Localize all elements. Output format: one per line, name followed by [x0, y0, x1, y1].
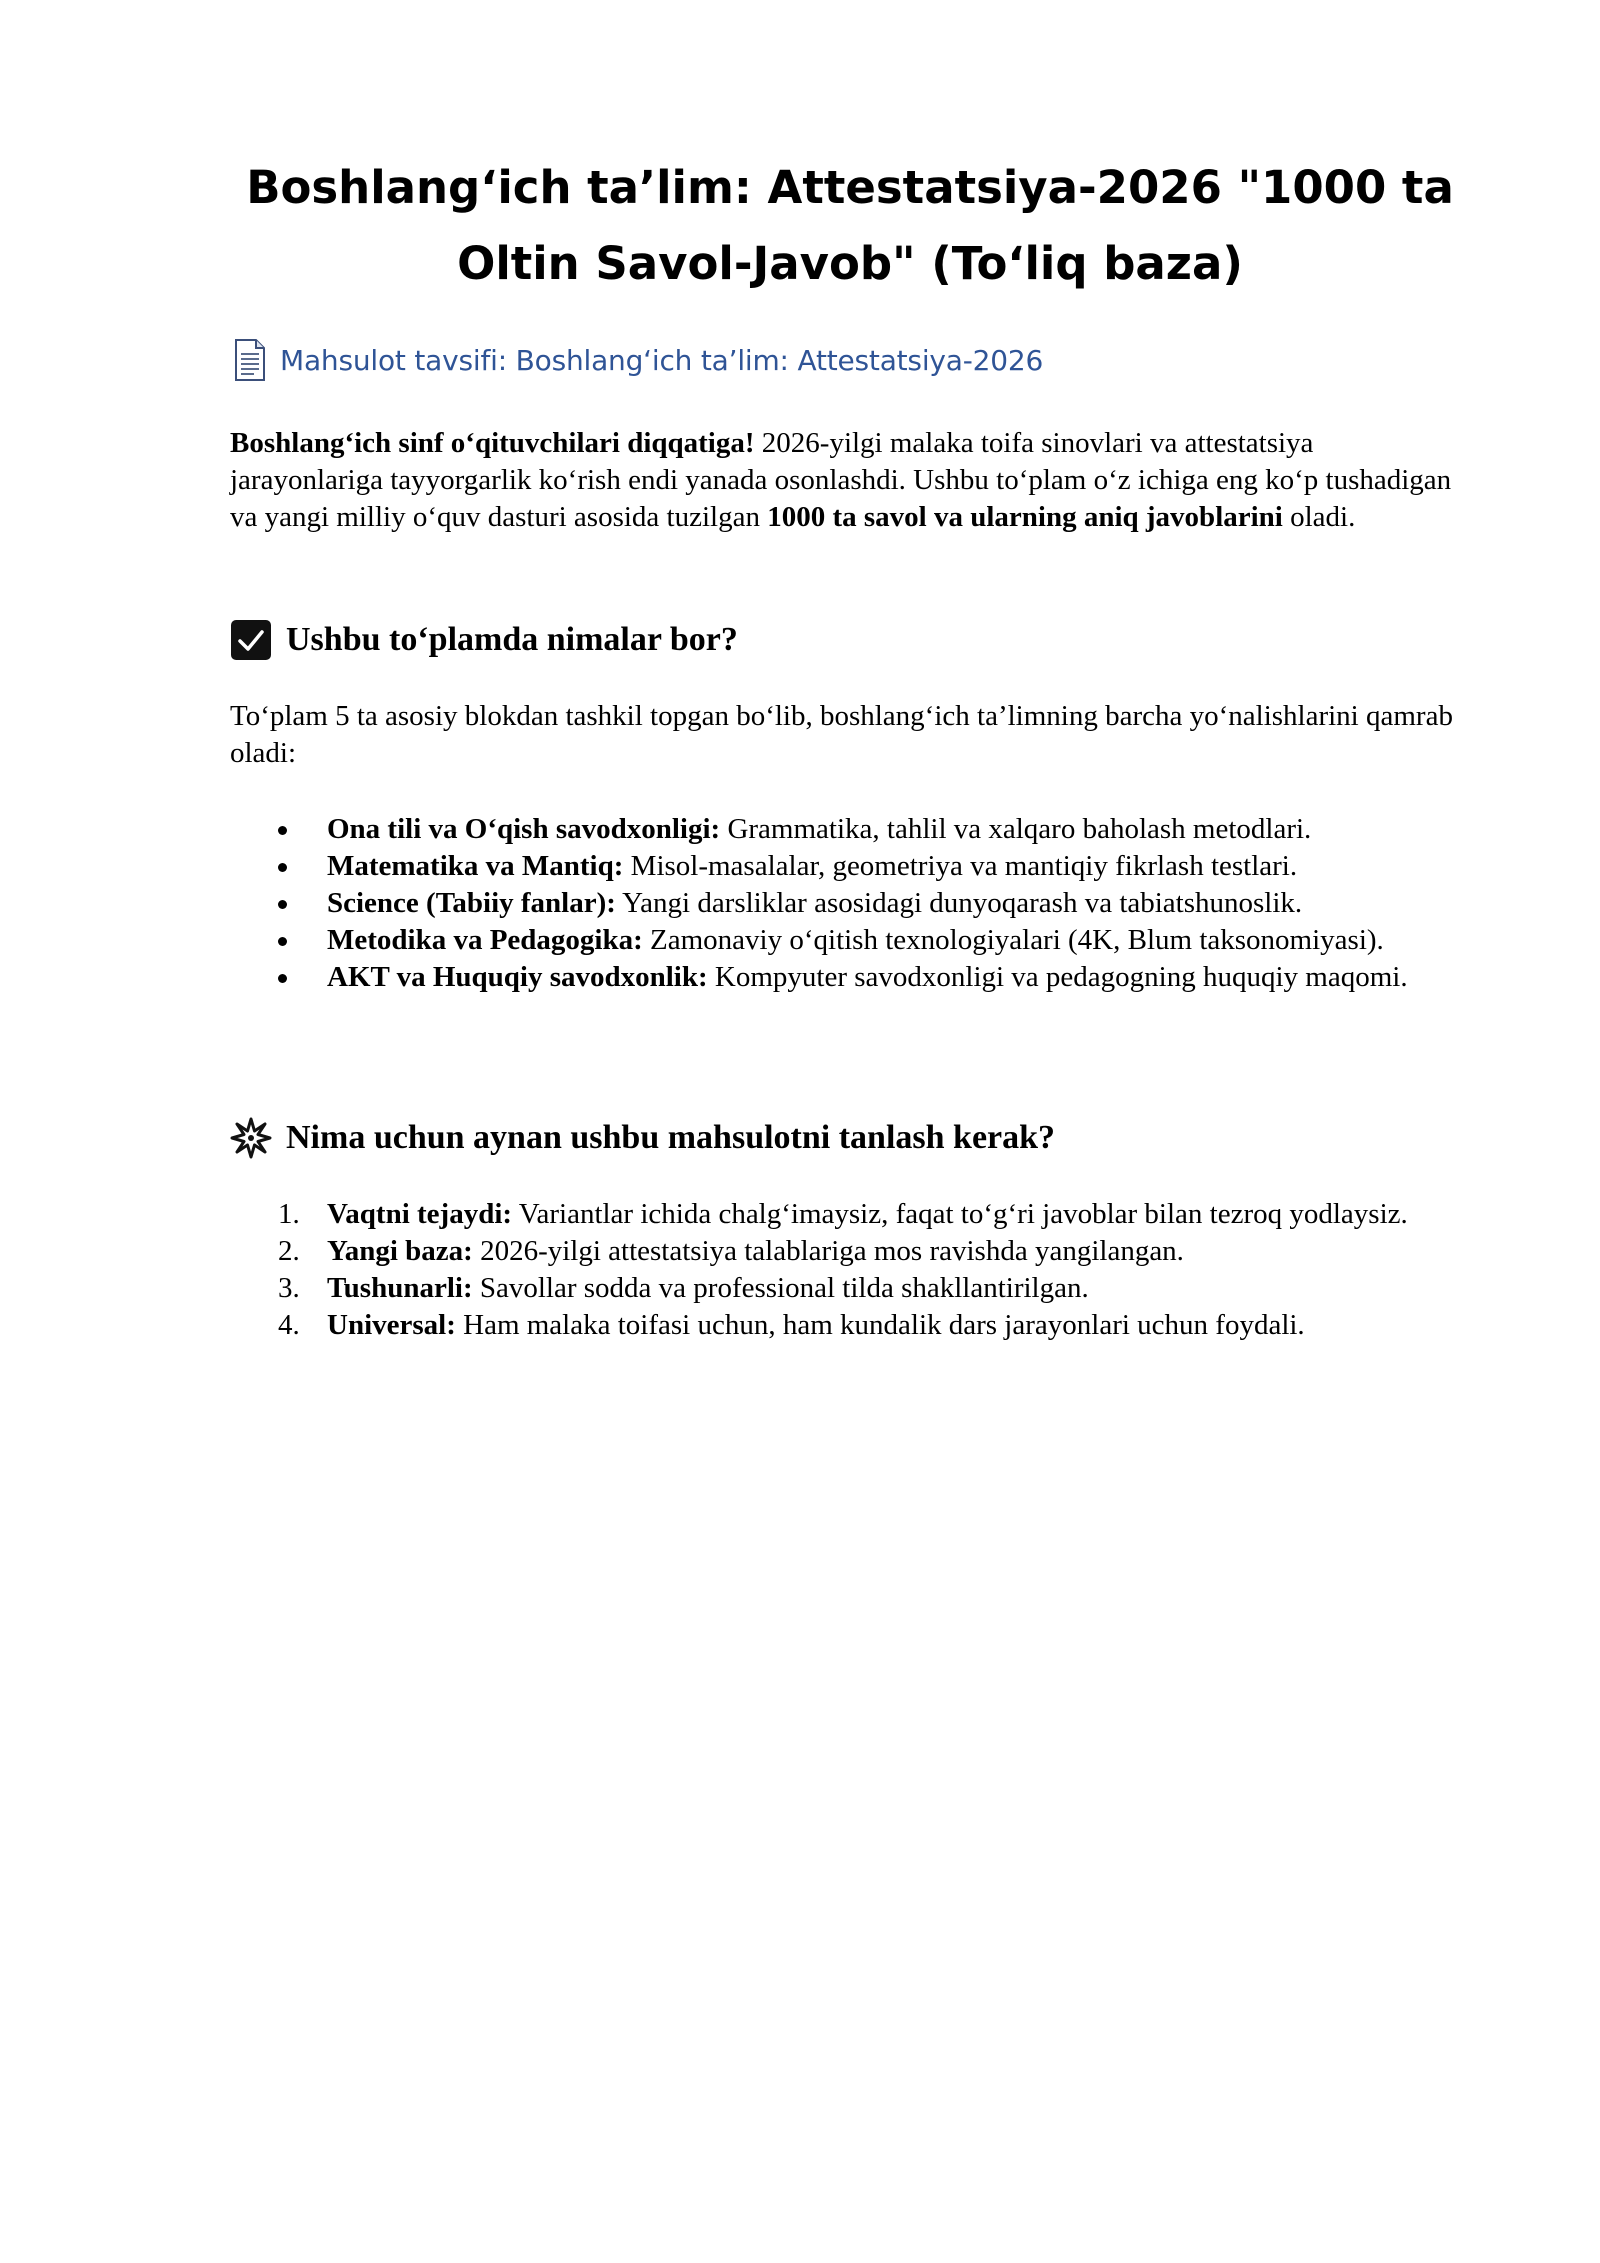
section-heading-text: Ushbu to‘plamda nimalar bor? — [286, 621, 738, 658]
list-item — [230, 959, 1470, 996]
page-title — [230, 150, 1470, 302]
intro-text-1: 2026-yilgi malaka toifa sinovlari va attestatsiya jarayonlariga tayyorgarlik ko‘rish endi yanada osonlashdi. Ushbu to‘plam o‘z ichiga eng ko‘p tushadigan va yangi milliy o‘quv dasturi asosida tuzilgan — [230, 427, 1452, 533]
bullet — [278, 826, 287, 835]
list-item — [230, 1196, 1470, 1233]
intro-highlight: 1000 ta savol va ularning aniq javoblarini — [767, 501, 1283, 533]
list-item — [230, 1307, 1470, 1344]
list-item-text: Misol-masalalar, geometriya va mantiqiy fikrlash testlari. — [623, 850, 1298, 882]
title-line-2: Oltin Savol-Javob" (To‘liq baza) — [457, 237, 1243, 290]
bullet — [278, 900, 287, 909]
intro-lead: Boshlang‘ich sinf o‘qituvchilari diqqatiga! — [230, 427, 755, 459]
blocks-list — [230, 811, 1470, 996]
list-item-title: Science (Tabiiy fanlar): — [327, 887, 616, 919]
list-item-text: Ham malaka toifasi uchun, ham kundalik dars jarayonlari uchun foydali. — [455, 1309, 1305, 1341]
list-item-title: Vaqtni tejaydi: — [327, 1198, 513, 1230]
reasons-list — [230, 1196, 1470, 1344]
list-item — [230, 1233, 1470, 1270]
list-item — [230, 885, 1470, 922]
list-item-title: Matematika va Mantiq: — [327, 850, 624, 882]
list-item — [230, 1270, 1470, 1307]
list-item-text: Zamonaviy o‘qitish texnologiyalari (4K, Blum taksonomiyasi). — [642, 924, 1384, 956]
product-description-subtitle — [230, 336, 1043, 384]
list-item-title: AKT va Huquqiy savodxonlik: — [327, 961, 708, 993]
document-icon — [230, 338, 270, 382]
section-heading-why — [230, 1114, 1055, 1162]
bullet — [278, 863, 287, 872]
list-item-text: Yangi darsliklar asosidagi dunyoqarash va tabiatshunoslik. — [615, 887, 1303, 919]
bullet — [278, 937, 287, 946]
list-number: 4. — [278, 1309, 300, 1341]
list-item-title: Tushunarli: — [327, 1272, 473, 1304]
check-box-icon — [230, 619, 272, 661]
list-item-text: Variantlar ichida chalg‘imaysiz, faqat to‘g‘ri javoblar bilan tezroq yodlaysiz. — [512, 1198, 1408, 1230]
intro-text-2: oladi. — [1282, 501, 1356, 533]
list-item-title: Universal: — [327, 1309, 456, 1341]
list-item-title: Metodika va Pedagogika: — [327, 924, 643, 956]
list-number: 3. — [278, 1272, 300, 1304]
sparkle-icon — [230, 1117, 272, 1159]
list-item-text: Grammatika, tahlil va xalqaro baholash metodlari. — [720, 813, 1312, 845]
list-item-text: Kompyuter savodxonligi va pedagogning huquqiy maqomi. — [707, 961, 1408, 993]
title-line-1: Boshlang‘ich ta’lim: Attestatsiya-2026 "1000 ta — [246, 161, 1454, 214]
list-item-text: 2026-yilgi attestatsiya talablariga mos ravishda yangilangan. — [472, 1235, 1184, 1267]
list-item — [230, 848, 1470, 885]
list-number: 1. — [278, 1198, 300, 1230]
list-item-title: Yangi baza: — [327, 1235, 473, 1267]
list-number: 2. — [278, 1235, 300, 1267]
intro-paragraph — [230, 425, 1455, 536]
bullet — [278, 974, 287, 983]
list-item-text: Savollar sodda va professional tilda shakllantirilgan. — [472, 1272, 1089, 1304]
subtitle-text: Mahsulot tavsifi: Boshlang‘ich ta’lim: Attestatsiya-2026 — [280, 343, 1044, 377]
list-item-title: Ona tili va O‘qish savodxonligi: — [327, 813, 721, 845]
list-item — [230, 922, 1470, 959]
contents-paragraph: To‘plam 5 ta asosiy blokdan tashkil topgan bo‘lib, boshlang‘ich ta’limning barcha yo‘nalishlarini qamrab oladi: — [230, 700, 1453, 769]
list-item — [230, 811, 1470, 848]
section-heading-contents — [230, 616, 738, 664]
section-heading-text: Nima uchun aynan ushbu mahsulotni tanlash kerak? — [286, 1119, 1056, 1156]
